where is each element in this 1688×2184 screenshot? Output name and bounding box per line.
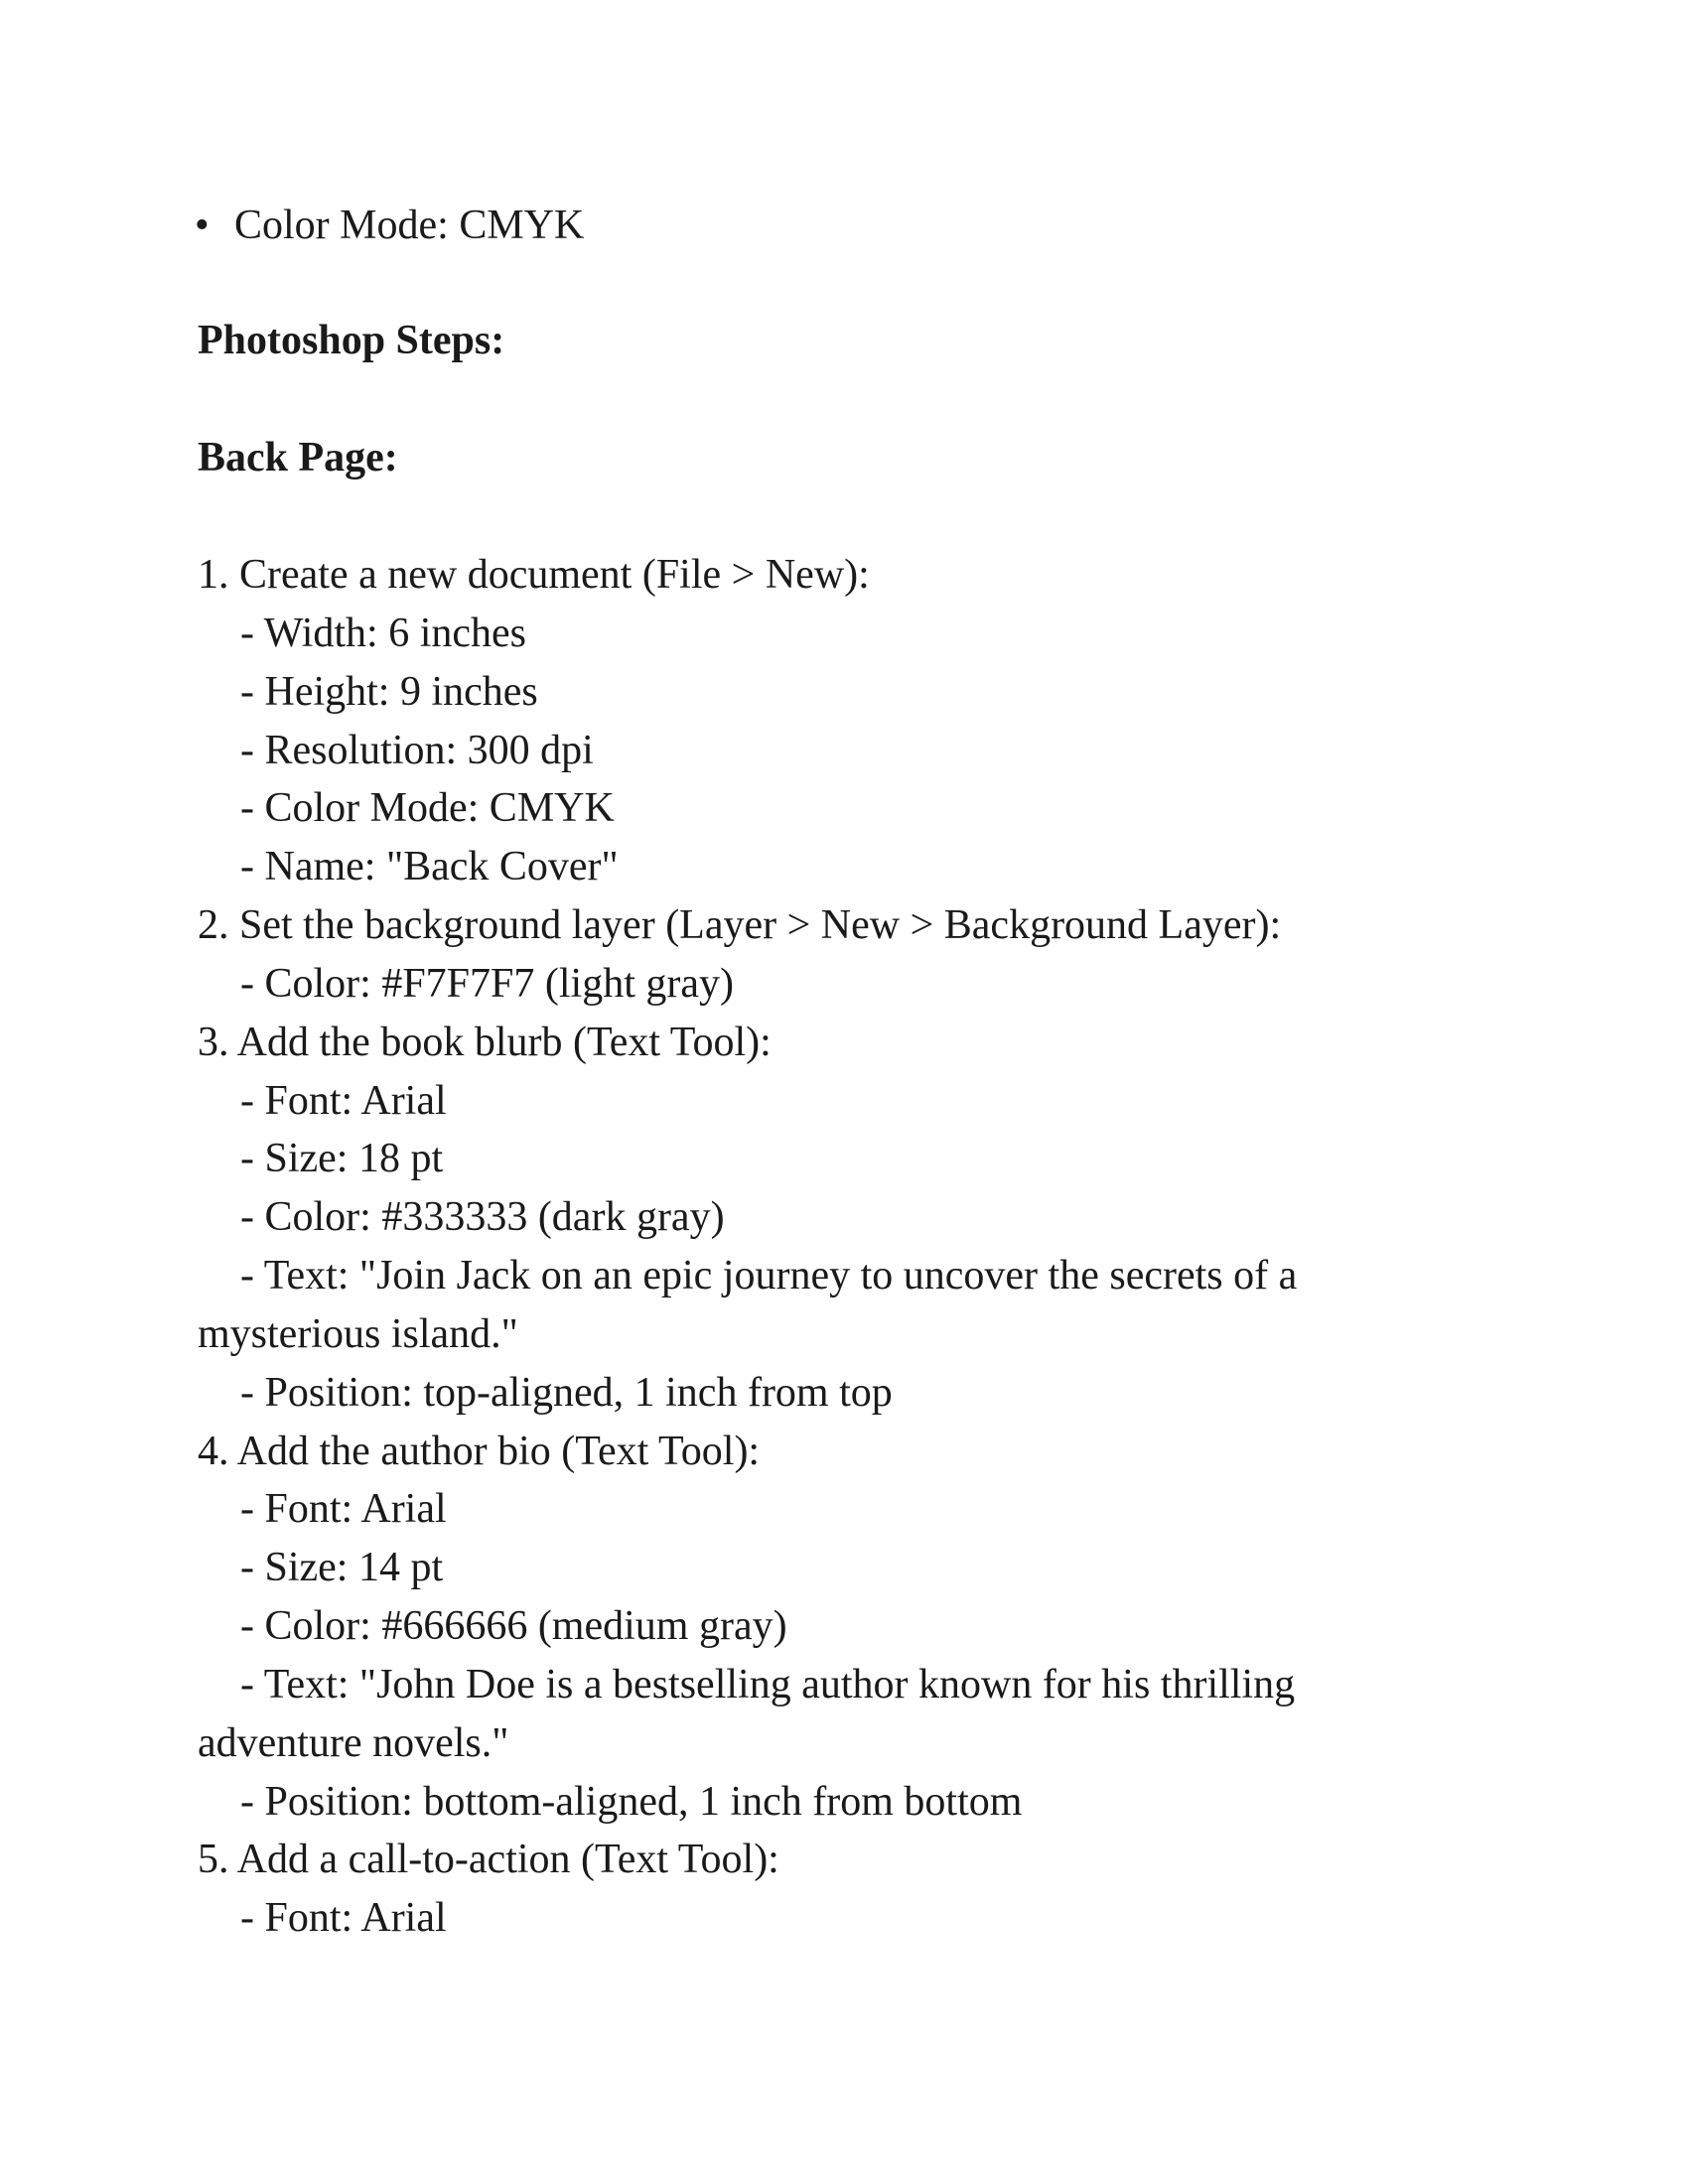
step-1-detail: - Height: 9 inches bbox=[240, 669, 538, 715]
step-3-detail: - Position: top-aligned, 1 inch from top bbox=[240, 1370, 893, 1416]
bullet-color-mode: Color Mode: CMYK bbox=[234, 203, 585, 248]
step-4-detail: - Position: bottom-aligned, 1 inch from bottom bbox=[240, 1779, 1023, 1825]
step-1-detail: - Width: 6 inches bbox=[240, 611, 526, 656]
step-4-detail: - Color: #666666 (medium gray) bbox=[240, 1603, 787, 1649]
step-1-detail: - Name: "Back Cover" bbox=[240, 844, 619, 889]
step-4-detail: - Font: Arial bbox=[240, 1486, 447, 1532]
step-4-title: 4. Add the author bio (Text Tool): bbox=[198, 1429, 761, 1474]
bullet-symbol: • bbox=[195, 203, 210, 248]
step-4-detail: - Text: "John Doe is a bestselling author known for his thrilling bbox=[240, 1662, 1296, 1707]
heading-photoshop-steps: Photoshop Steps: bbox=[198, 318, 505, 363]
step-3-detail: - Color: #333333 (dark gray) bbox=[240, 1194, 725, 1240]
heading-back-page: Back Page: bbox=[198, 435, 398, 480]
step-5-title: 5. Add a call-to-action (Text Tool): bbox=[198, 1837, 779, 1882]
step-1-title: 1. Create a new document (File > New): bbox=[198, 552, 870, 598]
step-3-detail: - Font: Arial bbox=[240, 1078, 447, 1124]
step-4-detail-continuation: adventure novels." bbox=[198, 1720, 509, 1766]
step-1-detail: - Color Mode: CMYK bbox=[240, 785, 615, 831]
step-4-detail: - Size: 14 pt bbox=[240, 1545, 444, 1590]
step-2-detail: - Color: #F7F7F7 (light gray) bbox=[240, 961, 735, 1007]
step-3-detail-continuation: mysterious island." bbox=[198, 1311, 518, 1357]
step-1-detail: - Resolution: 300 dpi bbox=[240, 728, 594, 773]
step-3-detail: - Text: "Join Jack on an epic journey to uncover the secrets of a bbox=[240, 1253, 1298, 1298]
step-2-title: 2. Set the background layer (Layer > New > Background Layer): bbox=[198, 902, 1282, 948]
step-5-detail: - Font: Arial bbox=[240, 1895, 447, 1941]
step-3-title: 3. Add the book blurb (Text Tool): bbox=[198, 1020, 772, 1065]
step-3-detail: - Size: 18 pt bbox=[240, 1136, 444, 1181]
